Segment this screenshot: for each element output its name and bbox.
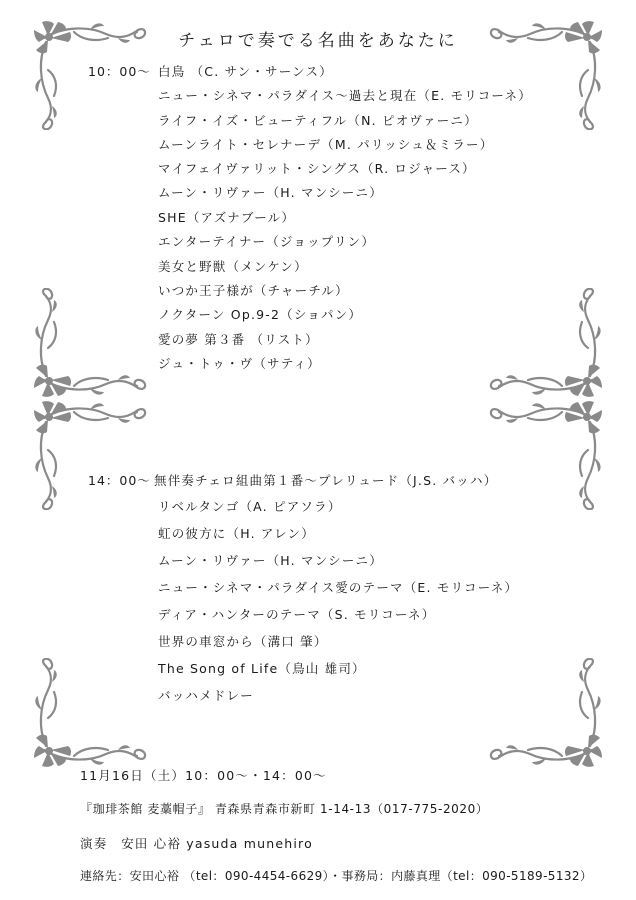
session2-item: ムーン・リヴァー（H. マンシーニ） [158,553,383,568]
event-performer: 演奏 安田 心裕 yasuda munehiro [80,836,313,851]
session1-item: 美女と野獣（メンケン） [158,259,308,274]
event-venue: 『珈琲茶館 麦藁帽子』 青森県青森市新町 1-14-13（017-775-2020） [80,802,489,816]
session1-item: エンターテイナー（ジョップリン） [158,234,376,249]
ornament-mid-upper-right-icon [484,288,602,398]
session2-item: リベルタンゴ（A. ピアソラ） [158,499,342,514]
session1-item: マイフェイヴァリット・シングス（R. ロジャース） [158,161,476,176]
session1-item: ムーンライト・セレナーデ（M. パリッシュ＆ミラー） [158,137,494,152]
session2-item: ニュー・シネマ・パラダイス愛のテーマ（E. モリコーネ） [158,580,519,595]
ornament-bottom-left-icon [34,658,152,768]
session1-item: ムーン・リヴァー（H. マンシーニ） [158,185,383,200]
session1-item: ニュー・シネマ・パラダイス～過去と現在（E. モリコーネ） [158,88,532,103]
session1-item: SHE（アズナブール） [158,210,296,225]
session1-item: ライフ・イズ・ビューティフル（N. ピオヴァーニ） [158,113,478,128]
event-contact: 連絡先：安田心裕 （tel：090-4454-6629）・事務局：内藤真理（tel：090-5189-5132） [80,869,593,883]
session2-item: 世界の車窓から（溝口 肇） [158,634,328,649]
session1-item: ジュ・トゥ・ヴ（サティ） [158,356,321,371]
session2-item: バッハメドレー [158,688,254,703]
ornament-mid-lower-right-icon [484,400,602,510]
session2-item: 無伴奏チェロ組曲第１番～プレリュード（J.S. バッハ） [154,473,498,488]
session1-time: 10：00～ [88,64,151,79]
ornament-bottom-right-icon [484,658,602,768]
page-title: チェロで奏でる名曲をあなたに [178,31,458,51]
session2-item: 虹の彼方に（H. アレン） [158,526,315,541]
session1-item: 白鳥 （C. サン・サーンス） [158,64,333,79]
session2-item: The Song of Life（鳥山 雄司） [158,661,366,676]
session2-time: 14：00～ [88,473,151,488]
session1-item: 愛の夢 第３番 （リスト） [158,332,319,347]
ornament-mid-upper-left-icon [34,288,152,398]
session1-item: いつか王子様が（チャーチル） [158,283,349,298]
event-date: 11月16日（土）10：00～・14：00～ [80,768,327,783]
session2-item: ディア・ハンターのテーマ（S. モリコーネ） [158,607,436,622]
ornament-mid-lower-left-icon [34,400,152,510]
session1-item: ノクターン Op.9-2（ショパン） [158,307,363,322]
